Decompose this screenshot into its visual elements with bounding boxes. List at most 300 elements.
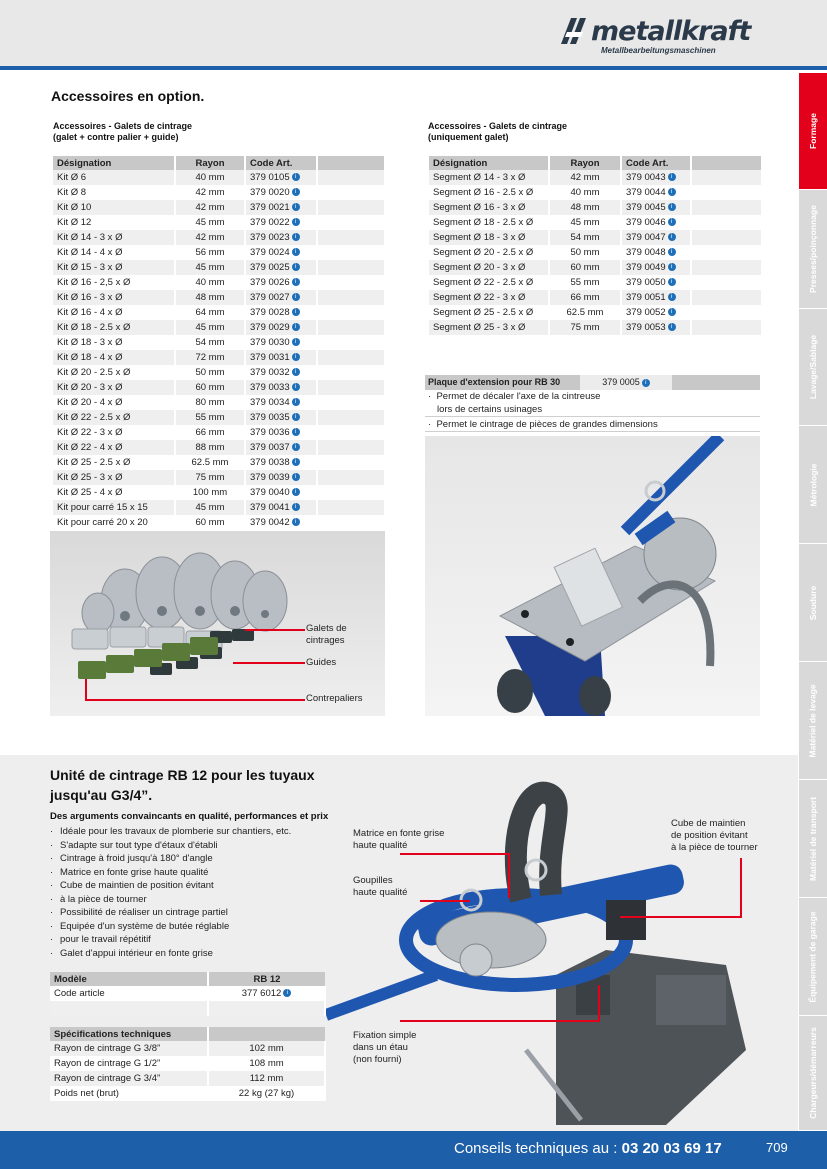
code-value: 379 0051 — [626, 292, 666, 303]
code-cell — [245, 320, 317, 335]
tab-label: Chargeurs/démarreurs — [808, 1027, 818, 1119]
info-icon[interactable]: i — [292, 458, 300, 466]
empty-cell — [317, 320, 384, 335]
table-row — [429, 230, 761, 245]
code-cell — [245, 470, 317, 485]
col-extra — [691, 156, 761, 170]
table-row — [53, 425, 384, 440]
rayon-cell: 55 mm — [549, 275, 621, 290]
metallkraft-logo-icon — [557, 16, 591, 46]
designation-cell: Kit Ø 12 — [53, 215, 175, 230]
table-row — [429, 200, 761, 215]
designation-cell: Segment Ø 20 - 2.5 x Ø — [429, 245, 549, 260]
callout-line — [233, 662, 305, 664]
spec-label: Rayon de cintrage G 3/8” — [50, 1041, 208, 1056]
feature-item: · Idéale pour les travaux de plomberie sur chantiers, etc. — [50, 825, 291, 839]
table-row — [53, 185, 384, 200]
callout-line — [85, 679, 87, 701]
callout-line-text: Fixation simple — [353, 1030, 417, 1041]
rayon-cell: 62.5 mm — [549, 305, 621, 320]
designation-cell: Kit Ø 22 - 2.5 x Ø — [53, 410, 175, 425]
designation-cell: Segment Ø 18 - 2.5 x Ø — [429, 215, 549, 230]
spec-header: Spécifications techniques — [50, 1027, 208, 1041]
rayon-cell: 66 mm — [175, 425, 245, 440]
table-row — [53, 485, 384, 500]
code-cell — [245, 515, 317, 530]
designation-cell: Kit Ø 16 - 3 x Ø — [53, 290, 175, 305]
callout-line-text: Goupilles — [353, 875, 393, 886]
designation-cell: Segment Ø 25 - 3 x Ø — [429, 320, 549, 335]
empty-cell — [691, 215, 761, 230]
designation-cell: Kit Ø 14 - 4 x Ø — [53, 245, 175, 260]
rayon-cell: 66 mm — [549, 290, 621, 305]
tab-formage[interactable] — [799, 73, 827, 190]
callout-line — [420, 900, 470, 902]
code-value: 379 0050 — [626, 277, 666, 288]
code-cell — [245, 290, 317, 305]
table-row — [429, 320, 761, 335]
code-cell — [245, 395, 317, 410]
feature-item: · Possibilité de réaliser un cintrage partiel — [50, 906, 291, 920]
designation-cell: Kit Ø 14 - 3 x Ø — [53, 230, 175, 245]
info-icon[interactable]: i — [668, 188, 676, 196]
empty-cell — [317, 275, 384, 290]
left-accessories-table — [53, 156, 384, 530]
designation-cell: Kit Ø 8 — [53, 185, 175, 200]
code-cell — [245, 170, 317, 185]
code-value: 379 0021 — [250, 202, 290, 213]
rayon-cell: 50 mm — [175, 365, 245, 380]
info-icon[interactable]: i — [292, 173, 300, 181]
code-cell — [245, 440, 317, 455]
table-row — [429, 290, 761, 305]
table-row — [53, 395, 384, 410]
callout-line-text: à la pièce de tourner — [671, 842, 758, 853]
feature-item: · Galet d'appui intérieur en fonte grise — [50, 947, 291, 961]
empty-cell — [317, 170, 384, 185]
designation-cell: Kit Ø 16 - 4 x Ø — [53, 305, 175, 320]
info-icon[interactable]: i — [292, 293, 300, 301]
designation-cell: Kit Ø 6 — [53, 170, 175, 185]
col-code: Code Art. — [245, 156, 317, 170]
rayon-cell: 100 mm — [175, 485, 245, 500]
table-row — [53, 260, 384, 275]
info-icon[interactable]: i — [292, 338, 300, 346]
footer-phone[interactable]: 03 20 03 69 17 — [621, 1140, 722, 1157]
section-title: Accessoires en option. — [51, 88, 205, 104]
rayon-cell: 75 mm — [175, 470, 245, 485]
spec-label: Rayon de cintrage G 3/4” — [50, 1071, 208, 1086]
empty-cell — [208, 1001, 325, 1016]
col-designation: Désignation — [53, 156, 175, 170]
code-value: 379 0041 — [250, 502, 290, 513]
rayon-cell: 42 mm — [549, 170, 621, 185]
table-row — [53, 170, 384, 185]
designation-cell: Kit Ø 18 - 3 x Ø — [53, 335, 175, 350]
empty-cell — [317, 305, 384, 320]
table-row — [53, 365, 384, 380]
rayon-cell: 45 mm — [175, 260, 245, 275]
code-value: 379 0046 — [626, 217, 666, 228]
rayon-cell: 80 mm — [175, 395, 245, 410]
code-cell — [245, 275, 317, 290]
table-row — [53, 440, 384, 455]
code-value: 379 0022 — [250, 217, 290, 228]
rayon-cell: 45 mm — [175, 215, 245, 230]
spec-label: Rayon de cintrage G 1/2” — [50, 1056, 208, 1071]
info-icon[interactable]: i — [292, 218, 300, 226]
info-icon[interactable]: i — [292, 383, 300, 391]
designation-cell: Segment Ø 18 - 3 x Ø — [429, 230, 549, 245]
info-icon[interactable]: i — [292, 413, 300, 421]
code-value: 379 0020 — [250, 187, 290, 198]
brand-subtitle: Metallbearbeitungsmaschinen — [601, 46, 716, 55]
tab-metrologie[interactable] — [799, 426, 827, 544]
table-row — [53, 215, 384, 230]
info-icon[interactable]: i — [292, 443, 300, 451]
category-tabs — [799, 73, 827, 1131]
rayon-cell: 42 mm — [175, 185, 245, 200]
col-rayon: Rayon — [549, 156, 621, 170]
code-cell — [621, 185, 691, 200]
rayon-cell: 88 mm — [175, 440, 245, 455]
tab-label: Métrologie — [808, 463, 819, 506]
code-cell — [245, 305, 317, 320]
tab-label: Équipement de garage — [808, 910, 819, 1003]
code-value — [208, 986, 325, 1001]
code-value: 379 0052 — [626, 307, 666, 318]
code-value: 379 0036 — [250, 427, 290, 438]
code-cell — [245, 185, 317, 200]
model-table — [50, 972, 326, 1016]
info-icon[interactable]: i — [668, 293, 676, 301]
rayon-cell: 50 mm — [549, 245, 621, 260]
table-row — [429, 215, 761, 230]
table-row — [53, 470, 384, 485]
info-icon[interactable]: i — [668, 203, 676, 211]
right-accessories-table — [429, 156, 761, 335]
designation-cell: Segment Ø 22 - 2.5 x Ø — [429, 275, 549, 290]
callout-line-text: Cube de maintien — [671, 818, 746, 829]
code-value: 379 0035 — [250, 412, 290, 423]
table-row — [53, 275, 384, 290]
product-subtitle: Des arguments convaincants en qualité, performances et prix — [50, 811, 329, 822]
label-galets — [306, 623, 347, 647]
code-cell — [245, 380, 317, 395]
callout-line — [400, 1020, 600, 1022]
rayon-cell: 48 mm — [549, 200, 621, 215]
rayon-cell: 42 mm — [175, 230, 245, 245]
callout-line — [740, 858, 742, 918]
table-row — [53, 230, 384, 245]
designation-cell: Kit pour carré 20 x 20 — [53, 515, 175, 530]
code-value: 379 0038 — [250, 457, 290, 468]
extension-plate-illustration — [425, 436, 760, 716]
bullet-text: lors de certains usinages — [437, 404, 543, 415]
designation-cell: Segment Ø 25 - 2.5 x Ø — [429, 305, 549, 320]
code-value: 379 0039 — [250, 472, 290, 483]
code-cell — [621, 275, 691, 290]
rollers-photo — [50, 531, 385, 716]
designation-cell: Kit Ø 22 - 4 x Ø — [53, 440, 175, 455]
feature-item: · Cintrage à froid jusqu'à 180° d'angle — [50, 852, 291, 866]
callout-line — [245, 629, 305, 631]
empty-cell — [691, 290, 761, 305]
callout-line-text: (non fourni) — [353, 1054, 402, 1065]
tab-lavage[interactable] — [799, 309, 827, 426]
caption-line: Accessoires - Galets de cintrage — [53, 121, 193, 131]
page-number: 709 — [766, 1140, 788, 1155]
code-value: 379 0027 — [250, 292, 290, 303]
empty-cell — [317, 245, 384, 260]
designation-cell: Kit Ø 20 - 3 x Ø — [53, 380, 175, 395]
designation-cell: Segment Ø 16 - 2.5 x Ø — [429, 185, 549, 200]
col-model-value: RB 12 — [208, 972, 325, 986]
plaque-header — [425, 375, 760, 390]
rayon-cell: 40 mm — [549, 185, 621, 200]
info-icon[interactable]: i — [668, 248, 676, 256]
info-icon[interactable]: i — [292, 323, 300, 331]
empty-cell — [317, 470, 384, 485]
info-icon[interactable]: i — [292, 308, 300, 316]
caption-line: (galet + contre palier + guide) — [53, 132, 179, 142]
empty-cell — [691, 260, 761, 275]
info-icon[interactable]: i — [292, 263, 300, 271]
spec-value: 22 kg (27 kg) — [208, 1086, 325, 1101]
empty-cell — [317, 380, 384, 395]
code-cell — [621, 260, 691, 275]
code-value: 379 0024 — [250, 247, 290, 258]
designation-cell: Segment Ø 16 - 3 x Ø — [429, 200, 549, 215]
empty-cell — [317, 515, 384, 530]
bullet-text: Permet de décaler l'axe de la cintreuse — [436, 391, 601, 402]
table-row — [53, 320, 384, 335]
col-rayon: Rayon — [175, 156, 245, 170]
rayon-cell: 45 mm — [549, 215, 621, 230]
code-label: Code article — [50, 986, 208, 1001]
code-cell — [621, 245, 691, 260]
info-icon[interactable]: i — [668, 173, 676, 181]
code-value: 379 0043 — [626, 172, 666, 183]
col-designation: Désignation — [429, 156, 549, 170]
feature-list — [50, 825, 291, 960]
label-contrepaliers: Contrepaliers — [306, 693, 363, 704]
empty-cell — [691, 200, 761, 215]
code-value: 379 0048 — [626, 247, 666, 258]
table-row — [53, 200, 384, 215]
callout-line-text: de position évitant — [671, 830, 748, 841]
code-value: 379 0047 — [626, 232, 666, 243]
code-cell — [245, 455, 317, 470]
table-row — [429, 275, 761, 290]
empty-cell — [317, 485, 384, 500]
spec-value: 112 mm — [208, 1071, 325, 1086]
table-row — [429, 305, 761, 320]
table-row — [53, 290, 384, 305]
callout-line-text: haute qualité — [353, 840, 408, 851]
code-value: 379 0032 — [250, 367, 290, 378]
table-row — [429, 260, 761, 275]
code-cell — [245, 230, 317, 245]
rayon-cell: 45 mm — [175, 500, 245, 515]
code-cell — [621, 215, 691, 230]
info-icon[interactable]: i — [292, 503, 300, 511]
code-value: 379 0105 — [250, 172, 290, 183]
code-value-text: 377 6012 — [241, 988, 282, 999]
rayon-cell: 45 mm — [175, 320, 245, 335]
spec-value: 102 mm — [208, 1041, 325, 1056]
info-icon[interactable]: i — [292, 188, 300, 196]
code-value: 379 0042 — [250, 517, 290, 528]
info-icon[interactable]: i — [668, 263, 676, 271]
tab-label: Matériel de levage — [808, 683, 819, 758]
code-cell — [245, 500, 317, 515]
code-cell — [621, 320, 691, 335]
designation-cell: Kit Ø 15 - 3 x Ø — [53, 260, 175, 275]
code-cell — [245, 245, 317, 260]
tab-presses[interactable] — [799, 190, 827, 309]
designation-cell: Kit Ø 25 - 4 x Ø — [53, 485, 175, 500]
empty-cell — [317, 290, 384, 305]
info-icon[interactable]: i — [292, 233, 300, 241]
designation-cell: Kit Ø 16 - 2,5 x Ø — [53, 275, 175, 290]
code-value: 379 0028 — [250, 307, 290, 318]
metallkraft-logo — [557, 16, 787, 58]
empty-cell — [317, 500, 384, 515]
callout-line-text: haute qualité — [353, 887, 408, 898]
callout-line-text: Matrice en fonte grise — [353, 828, 445, 839]
info-icon[interactable]: i — [292, 203, 300, 211]
callout-fixation — [353, 1030, 416, 1066]
code-value: 379 0023 — [250, 232, 290, 243]
empty-cell — [317, 185, 384, 200]
spec-label: Poids net (brut) — [50, 1086, 208, 1101]
callout-cube — [671, 818, 758, 854]
plaque-code-value: 379 0005 — [602, 377, 640, 387]
code-value: 379 0029 — [250, 322, 290, 333]
info-icon[interactable]: i — [292, 368, 300, 376]
rayon-cell: 75 mm — [549, 320, 621, 335]
rayon-cell: 60 mm — [175, 515, 245, 530]
table-row — [429, 185, 761, 200]
info-icon[interactable]: i — [668, 278, 676, 286]
empty-cell — [50, 1001, 208, 1016]
info-icon[interactable]: i — [668, 233, 676, 241]
callout-line — [85, 699, 305, 701]
info-icon[interactable]: i — [292, 473, 300, 481]
divider — [425, 416, 760, 417]
tab-label: Presses/poinçonnage — [808, 205, 818, 293]
designation-cell: Kit Ø 20 - 4 x Ø — [53, 395, 175, 410]
code-cell — [245, 365, 317, 380]
info-icon[interactable]: i — [292, 398, 300, 406]
page-header — [0, 0, 827, 68]
info-icon[interactable]: i — [292, 428, 300, 436]
table-row — [53, 500, 384, 515]
code-cell — [245, 215, 317, 230]
code-value: 379 0040 — [250, 487, 290, 498]
tab-label: Lavage/Sablage — [808, 334, 819, 400]
feature-item-cont: · à la pièce de tourner — [50, 893, 291, 907]
code-value: 379 0044 — [626, 187, 666, 198]
code-cell — [245, 260, 317, 275]
info-icon[interactable]: i — [292, 278, 300, 286]
info-icon[interactable]: i — [292, 488, 300, 496]
code-value: 379 0034 — [250, 397, 290, 408]
table-row — [429, 170, 761, 185]
code-cell — [245, 335, 317, 350]
empty-cell — [317, 200, 384, 215]
designation-cell: Kit Ø 20 - 2.5 x Ø — [53, 365, 175, 380]
divider — [425, 431, 760, 432]
tab-chargeurs[interactable] — [799, 1016, 827, 1131]
info-icon[interactable]: i — [292, 353, 300, 361]
info-icon[interactable]: i — [668, 323, 676, 331]
info-icon[interactable]: i — [283, 989, 291, 997]
rayon-cell: 54 mm — [549, 230, 621, 245]
empty-cell — [691, 185, 761, 200]
tab-garage[interactable] — [799, 898, 827, 1016]
header-rule — [0, 66, 827, 70]
designation-cell: Segment Ø 20 - 3 x Ø — [429, 260, 549, 275]
brand-name: metallkraft — [591, 16, 751, 47]
info-icon[interactable]: i — [668, 308, 676, 316]
code-value: 379 0030 — [250, 337, 290, 348]
rayon-cell: 48 mm — [175, 290, 245, 305]
callout-line — [620, 916, 742, 918]
code-cell — [245, 485, 317, 500]
right-table-caption — [428, 121, 567, 143]
rayon-cell: 60 mm — [549, 260, 621, 275]
code-value: 379 0026 — [250, 277, 290, 288]
spec-table — [50, 1027, 326, 1101]
empty-cell — [317, 335, 384, 350]
product-title — [50, 765, 315, 805]
callout-line — [400, 853, 510, 855]
designation-cell: Kit Ø 25 - 2.5 x Ø — [53, 455, 175, 470]
info-icon[interactable]: i — [292, 518, 300, 526]
code-cell — [245, 425, 317, 440]
info-icon[interactable]: i — [292, 248, 300, 256]
tab-soudure[interactable] — [799, 544, 827, 662]
table-row — [53, 305, 384, 320]
empty-cell — [317, 395, 384, 410]
designation-cell: Kit Ø 25 - 3 x Ø — [53, 470, 175, 485]
table-row — [53, 350, 384, 365]
code-value: 379 0033 — [250, 382, 290, 393]
code-cell — [245, 200, 317, 215]
empty-cell — [317, 260, 384, 275]
info-icon[interactable]: i — [642, 379, 650, 387]
tab-levage[interactable] — [799, 662, 827, 780]
empty-cell — [317, 440, 384, 455]
code-cell — [621, 230, 691, 245]
designation-cell: Kit Ø 18 - 2.5 x Ø — [53, 320, 175, 335]
rayon-cell: 42 mm — [175, 200, 245, 215]
title-line: jusqu'au G3/4”. — [50, 787, 153, 803]
table-row — [53, 515, 384, 530]
info-icon[interactable]: i — [668, 218, 676, 226]
empty-cell — [691, 245, 761, 260]
empty-cell — [317, 365, 384, 380]
code-cell — [245, 410, 317, 425]
bullet-text: Permet le cintrage de pièces de grandes dimensions — [436, 419, 658, 430]
table-row — [53, 335, 384, 350]
empty-cell — [317, 230, 384, 245]
callout-line — [598, 985, 600, 1022]
tab-transport[interactable] — [799, 780, 827, 898]
left-table-caption — [53, 121, 192, 143]
